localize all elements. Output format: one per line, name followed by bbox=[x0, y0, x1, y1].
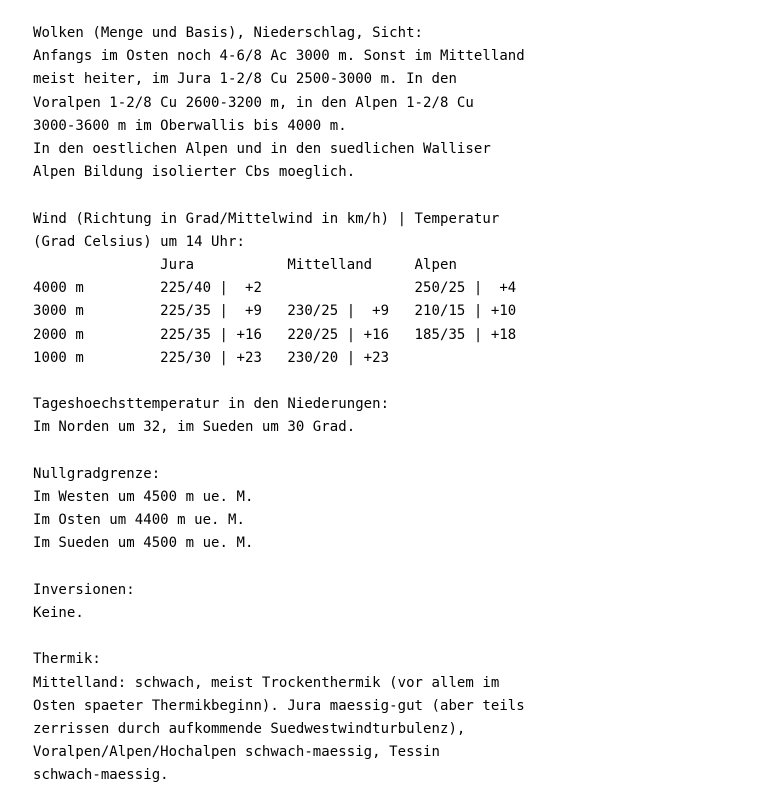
report-line: Mittelland: schwach, meist Trockenthermik (vor allem im bbox=[33, 674, 500, 691]
report-line: Alpen Bildung isolierter Cbs moeglich. bbox=[33, 164, 356, 181]
report-line-clouds-heading: Wolken (Menge und Basis), Niederschlag, Sicht: bbox=[33, 25, 424, 41]
report-line-max-temp-heading: Tageshoechsttemperatur in den Niederungen: bbox=[33, 396, 390, 413]
report-line: Im Westen um 4500 m ue. M. bbox=[33, 489, 254, 506]
report-line-wind-heading: Wind (Richtung in Grad/Mittelwind in km/h) | Temperatur bbox=[33, 210, 500, 227]
blank-line bbox=[33, 440, 525, 463]
report-line: In den oestlichen Alpen und in den suedlichen Walliser bbox=[33, 141, 491, 158]
blank-line bbox=[33, 184, 525, 207]
wind-table-row: 2000 m 225/35 | +16 220/25 | +16 185/35 | +18 bbox=[33, 326, 517, 343]
wind-table-header: Jura Mittelland Alpen bbox=[33, 257, 457, 274]
blank-line bbox=[33, 370, 525, 393]
report-line: Keine. bbox=[33, 605, 84, 622]
report-line: schwach-maessig. bbox=[33, 767, 169, 784]
report-line: meist heiter, im Jura 1-2/8 Cu 2500-3000 m. In den bbox=[33, 71, 457, 88]
blank-line bbox=[33, 625, 525, 648]
report-line: Im Norden um 32, im Sueden um 30 Grad. bbox=[33, 419, 356, 436]
report-line: Voralpen/Alpen/Hochalpen schwach-maessig, Tessin bbox=[33, 744, 440, 761]
wind-table-row: 3000 m 225/35 | +9 230/25 | +9 210/15 | +10 bbox=[33, 303, 517, 320]
report-line: 3000-3600 m im Oberwallis bis 4000 m. bbox=[33, 117, 347, 134]
report-line: Anfangs im Osten noch 4-6/8 Ac 3000 m. Sonst im Mittelland bbox=[33, 48, 525, 65]
wind-table-row: 4000 m 225/40 | +2 250/25 | +4 bbox=[33, 280, 517, 297]
report-line-inversions-heading: Inversionen: bbox=[33, 581, 135, 598]
report-line: zerrissen durch aufkommende Suedwestwindturbulenz), bbox=[33, 721, 466, 738]
report-line: (Grad Celsius) um 14 Uhr: bbox=[33, 233, 245, 250]
report-line-thermals-heading: Thermik: bbox=[33, 651, 101, 668]
report-line-freezing-level-heading: Nullgradgrenze: bbox=[33, 465, 161, 482]
report-line: Osten spaeter Thermikbeginn). Jura maessig-gut (aber teils bbox=[33, 697, 525, 714]
weather-report-text bbox=[33, 22, 525, 788]
report-line: Im Sueden um 4500 m ue. M. bbox=[33, 535, 254, 552]
report-line: Im Osten um 4400 m ue. M. bbox=[33, 512, 245, 529]
wind-table-row: 1000 m 225/30 | +23 230/20 | +23 bbox=[33, 349, 390, 366]
report-line: Voralpen 1-2/8 Cu 2600-3200 m, in den Alpen 1-2/8 Cu bbox=[33, 94, 474, 111]
blank-line bbox=[33, 556, 525, 579]
